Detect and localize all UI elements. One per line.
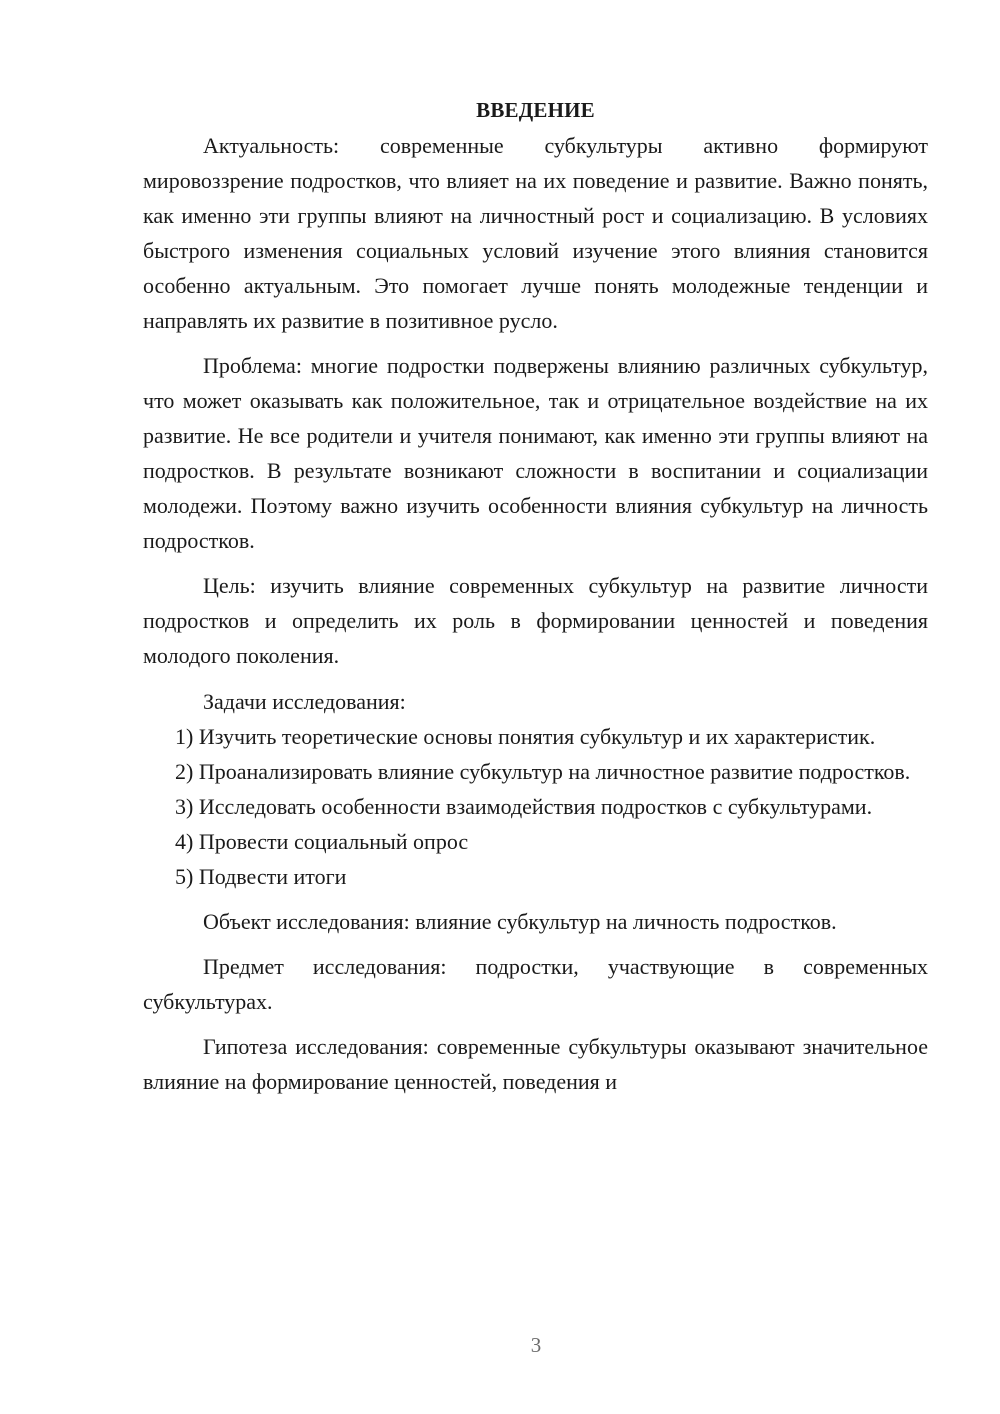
problem-paragraph: Проблема: многие подростки подвержены влиянию различных субкультур, что может оказывать как положительное, так и отрицательное воздействие на их развитие. Не все родители и учителя понимают, как именно эти группы влияют на подростков. В результате возникают сложности в воспитании и социализации молодежи. Поэтому важно изучить особенности влияния субкультур на личность подростков.: [143, 353, 928, 553]
task-item-1: 1) Изучить теоретические основы понятия субкультур и их характеристик.: [175, 724, 876, 749]
section-heading: ВВЕДЕНИЕ: [476, 98, 595, 122]
page-content: [143, 93, 928, 1099]
subject-paragraph: Предмет исследования: подростки, участвующие в современных субкультурах.: [143, 954, 928, 1014]
object-paragraph: Объект исследования: влияние субкультур на личность подростков.: [203, 909, 837, 934]
relevance-paragraph: Актуальность: современные субкультуры активно формируют мировоззрение подростков, что влияет на их поведение и развитие. Важно понять, как именно эти группы влияют на личностный рост и социализацию. В условиях быстрого изменения социальных условий изучение этого влияния становится особенно актуальным. Это помогает лучше понять молодежные тенденции и направлять их развитие в позитивное русло.: [143, 133, 928, 333]
hypothesis-paragraph: Гипотеза исследования: современные субкультуры оказывают значительное влияние на формирование ценностей, поведения и: [143, 1034, 928, 1094]
task-item-3: 3) Исследовать особенности взаимодействия подростков с субкультурами.: [175, 794, 873, 819]
goal-paragraph: Цель: изучить влияние современных субкультур на развитие личности подростков и определить их роль в формировании ценностей и поведения молодого поколения.: [143, 573, 928, 668]
task-item-5: 5) Подвести итоги: [175, 864, 347, 889]
task-item-2: 2) Проанализировать влияние субкультур на личностное развитие подростков.: [175, 759, 911, 784]
page-number: 3: [530, 1333, 542, 1357]
task-item-4: 4) Провести социальный опрос: [175, 829, 469, 854]
tasks-heading: Задачи исследования:: [203, 689, 406, 714]
